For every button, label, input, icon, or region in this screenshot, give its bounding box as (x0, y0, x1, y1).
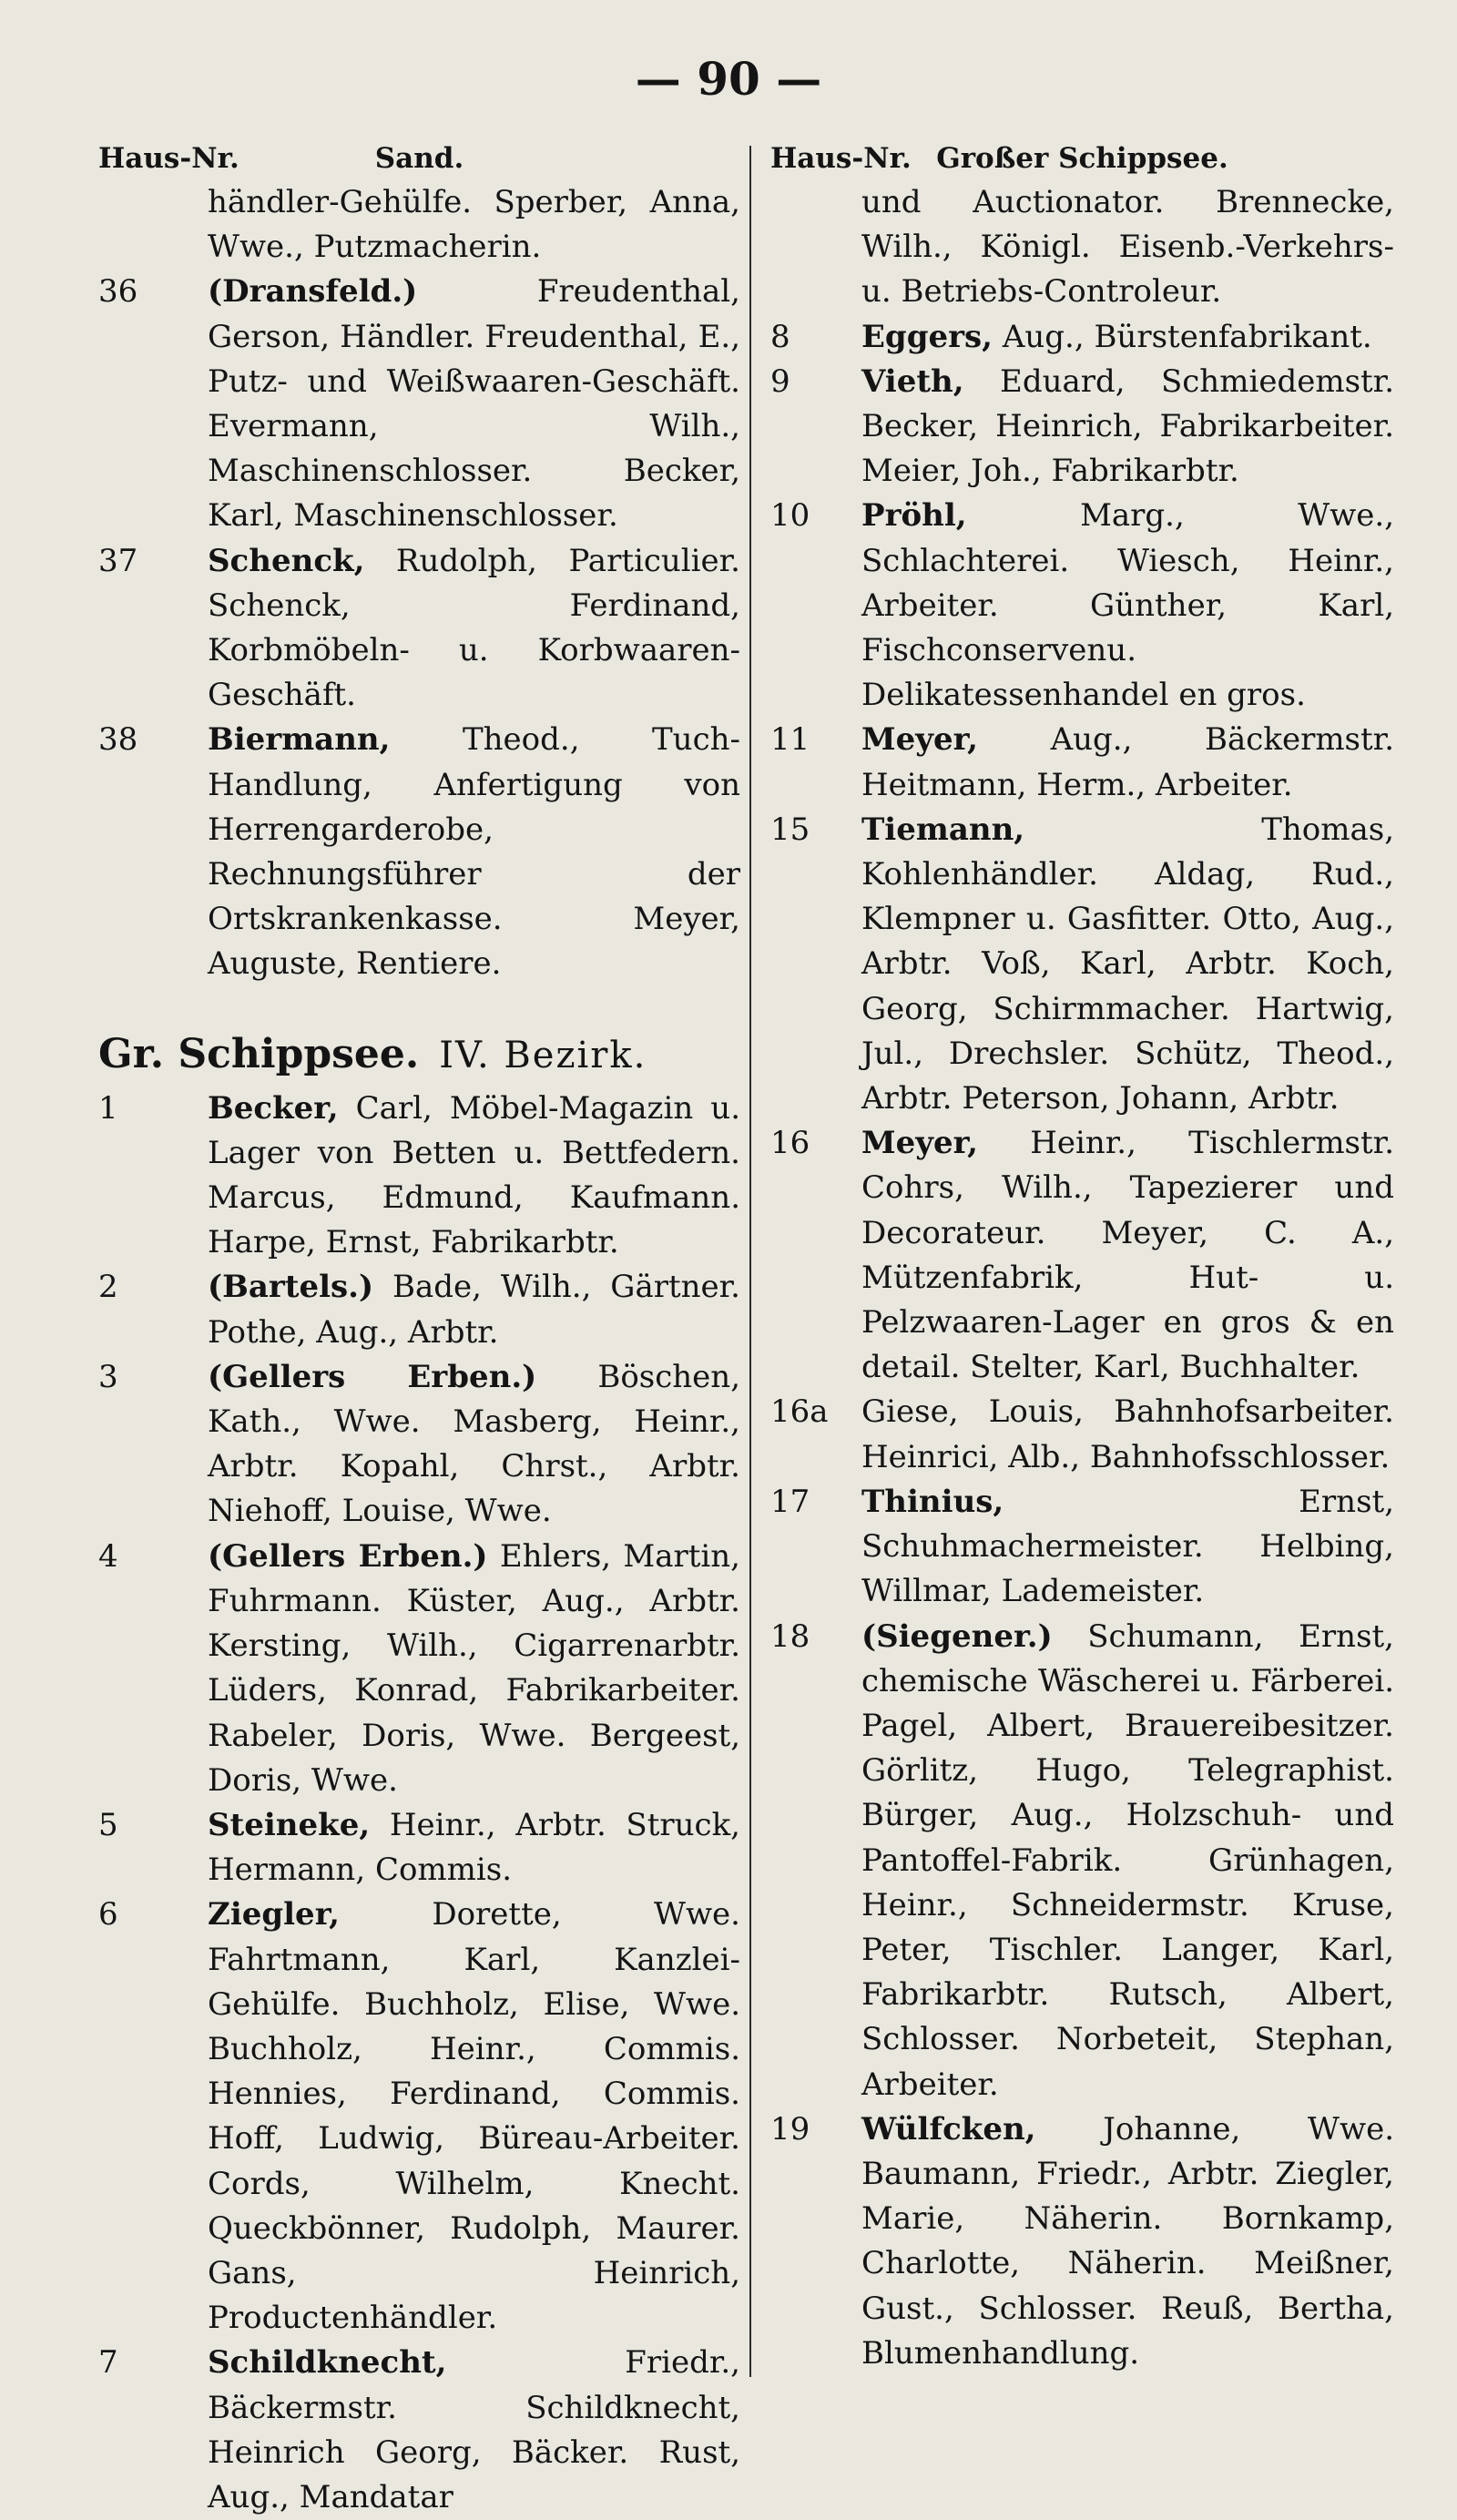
house-number-label: Haus-Nr. (770, 142, 912, 175)
house-number: 11 (770, 721, 810, 759)
house-number: 18 (770, 1617, 810, 1655)
resident-list: Ehlers, Martin, Fuhrmann. Küster, Aug., Arbtr. Kersting, Wilh., Cigarrenarbtr. Lüders, Konrad, Fabrikarbeiter. Rabeler, Doris, Wwe. Bergeest, Doris, Wwe. (208, 1537, 740, 1799)
house-number: 2 (98, 1269, 118, 1306)
owner-name: Tiemann, (861, 811, 1025, 848)
house-number: 15 (770, 811, 810, 848)
resident-list: Johanne, Wwe. Baumann, Friedr., Arbtr. Ziegler, Marie, Näherin. Bornkamp, Charlotte, Näherin. Meißner, Gust., Schlosser. Reuß, Bertha, Blumenhandlung. (861, 2110, 1395, 2372)
owner-name: (Gellers Erben.) (208, 1358, 537, 1395)
owner-name: Vieth, (861, 362, 964, 400)
house-number: 3 (98, 1358, 118, 1395)
house-number: 19 (770, 2110, 810, 2148)
resident-list: Dorette, Wwe. Fahrtmann, Karl, Kanzlei-Gehülfe. Buchholz, Elise, Wwe. Buchholz, Heinr., Commis. Hennies, Ferdinand, Commis. Hoff, Ludwig, Büreau-Arbeiter. Cords, Wilhelm, Knecht. Queckbönner, Rudolph, Maurer. Gans, Heinrich, Productenhändler. (208, 1896, 740, 2337)
entry-list (98, 270, 740, 986)
resident-list: Heinr., Arbtr. Struck, Hermann, Commis. (208, 1806, 740, 1889)
house-number: 38 (98, 721, 138, 759)
resident-list: Schumann, Ernst, chemische Wäscherei u. Färberei. Pagel, Albert, Brauereibesitzer. Görlitz, Hugo, Telegraphist. Bürger, Aug., Holzschuh- und Pantoffel-Fabrik. Grünhagen, Heinr., Schneidermstr. Kruse, Peter, Tischler. Langer, Karl, Fabrikarbtr. Rutsch, Albert, Schlosser. Norbeteit, Stephan, Arbeiter. (861, 1617, 1394, 2103)
house-number: 9 (770, 362, 790, 400)
directory-entry (770, 718, 1394, 807)
house-number: 36 (98, 273, 138, 311)
owner-name: Biermann, (208, 721, 391, 759)
resident-list: Thomas, Kohlenhändler. Aldag, Rud., Klempner u. Gasfitter. Otto, Aug., Arbtr. Voß, Karl, Arbtr. Koch, Georg, Schirmmacher. Hartwig, Jul., Drechsler. Schütz, Theod., Arbtr. Peterson, Johann, Arbtr. (861, 811, 1394, 1117)
directory-entry (770, 2107, 1394, 2376)
directory-entry (98, 1893, 740, 2341)
house-number: 4 (98, 1537, 118, 1575)
directory-entry (98, 1087, 740, 1266)
resident-list: Carl, Möbel-Magazin u. Lager von Betten u. Bettfedern. Marcus, Edmund, Kaufmann. Harpe, Ernst, Fabrikarbtr. (208, 1089, 741, 1261)
house-number: 6 (98, 1896, 118, 1933)
owner-name: Meyer, (861, 721, 978, 759)
house-number: 17 (770, 1483, 810, 1520)
continuation-text: und Auctionator. Brennecke, Wilh., Königl. Eisenb.-Verkehrs- u. Betriebs-Controleur. (861, 184, 1394, 311)
directory-entry (770, 494, 1394, 718)
right-column-header (770, 137, 1394, 180)
resident-list: Ernst, Schuhmachermeister. Helbing, Willmar, Lademeister. (861, 1483, 1394, 1610)
resident-list: Böschen, Kath., Wwe. Masberg, Heinr., Arbtr. Kopahl, Chrst., Arbtr. Niehoff, Louise, Wwe. (208, 1358, 740, 1530)
house-number: 37 (98, 542, 138, 579)
directory-entry (98, 1803, 740, 1893)
directory-entry (770, 1121, 1394, 1390)
directory-entry (98, 2341, 740, 2520)
owner-name: Wülfcken, (861, 2110, 1036, 2148)
page-number: — 90 — (635, 52, 822, 106)
owner-name: Ziegler, (208, 1896, 340, 1933)
directory-entry (98, 270, 740, 538)
directory-entry (770, 1480, 1394, 1615)
resident-list: Rudolph, Particulier. Schenck, Ferdinand, Korbmöbeln- u. Korbwaaren-Geschäft. (208, 542, 740, 714)
left-column (98, 137, 740, 2520)
owner-name: (Siegener.) (861, 1617, 1053, 1655)
directory-entry (770, 315, 1394, 360)
owner-name: (Bartels.) (208, 1269, 374, 1306)
directory-entry (770, 360, 1394, 495)
street-header: Sand. (374, 142, 464, 175)
directory-entry (98, 1355, 740, 1535)
resident-list: Freudenthal, Gerson, Händler. Freudenthal, E., Putz- und Weißwaaren-Geschäft. Evermann, Wilh., Maschinenschlosser. Becker, Karl, Maschinenschlosser. (208, 273, 740, 535)
resident-list: Heinr., Tischlermstr. Cohrs, Wilh., Tapezierer und Decorateur. Meyer, C. A., Mützenfabrik, Hut- u. Pelzwaaren-Lager en gros & en detail. Stelter, Karl, Buchhalter. (861, 1125, 1394, 1386)
column-divider (749, 146, 751, 2377)
directory-entry (770, 1615, 1394, 2107)
right-column (770, 137, 1394, 2376)
house-number-label: Haus-Nr. (98, 142, 239, 175)
district-heading (98, 1029, 740, 1081)
owner-name: Pröhl, (861, 497, 967, 535)
house-number: 1 (98, 1089, 118, 1127)
directory-entry (98, 718, 740, 986)
owner-name: Becker, (208, 1089, 339, 1127)
house-number: 16a (770, 1393, 829, 1431)
resident-list: Bade, Wilh., Gärtner. Pothe, Aug., Arbtr. (208, 1269, 740, 1351)
directory-entry (770, 808, 1394, 1121)
entry-list (98, 1087, 740, 2520)
house-number: 7 (98, 2344, 118, 2382)
resident-list: Aug., Bürstenfabrikant. (1002, 318, 1372, 355)
resident-list: Giese, Louis, Bahnhofsarbeiter. Heinrici, Alb., Bahnhofsschlosser. (861, 1393, 1394, 1475)
resident-list: Aug., Bäckermstr. Heitmann, Herm., Arbeiter. (861, 721, 1394, 803)
directory-entry (98, 1535, 740, 1803)
owner-name: (Dransfeld.) (208, 273, 418, 311)
owner-name: Schenck, (208, 542, 365, 579)
owner-name: Thinius, (861, 1483, 1004, 1520)
house-number: 10 (770, 497, 810, 535)
continuation-text: händler-Gehülfe. Sperber, Anna, Wwe., Putzmacherin. (208, 184, 740, 266)
directory-entry (98, 1265, 740, 1354)
resident-list: Friedr., Bäckermstr. Schildknecht, Heinrich Georg, Bäcker. Rust, Aug., Mandatar (208, 2344, 740, 2515)
house-number: 5 (98, 1806, 118, 1843)
directory-entry (98, 539, 740, 719)
district-label: IV. Bezirk. (439, 1034, 647, 1076)
street-header: Großer Schippsee. (936, 142, 1228, 175)
resident-list: Theod., Tuch-Handlung, Anfertigung von Herrengarderobe, Rechnungsführer der Ortskrankenkasse. Meyer, Auguste, Rentiere. (208, 721, 740, 983)
owner-name: Meyer, (861, 1125, 978, 1162)
owner-name: Schildknecht, (208, 2344, 447, 2382)
left-column-header (98, 137, 740, 180)
directory-entry (770, 1390, 1394, 1479)
district-name: Gr. Schippsee. (98, 1030, 420, 1077)
resident-list: Eduard, Schmiedemstr. Becker, Heinrich, Fabrikarbeiter. Meier, Joh., Fabrikarbtr. (861, 362, 1394, 490)
owner-name: Steineke, (208, 1806, 371, 1843)
entry-list (770, 315, 1394, 2376)
owner-name: Eggers, (861, 318, 993, 355)
house-number: 8 (770, 318, 790, 355)
owner-name: (Gellers Erben.) (208, 1537, 488, 1575)
house-number: 16 (770, 1125, 810, 1162)
resident-list: Marg., Wwe., Schlachterei. Wiesch, Heinr., Arbeiter. Günther, Karl, Fischconservenu. Delikatessenhandel en gros. (861, 497, 1395, 714)
